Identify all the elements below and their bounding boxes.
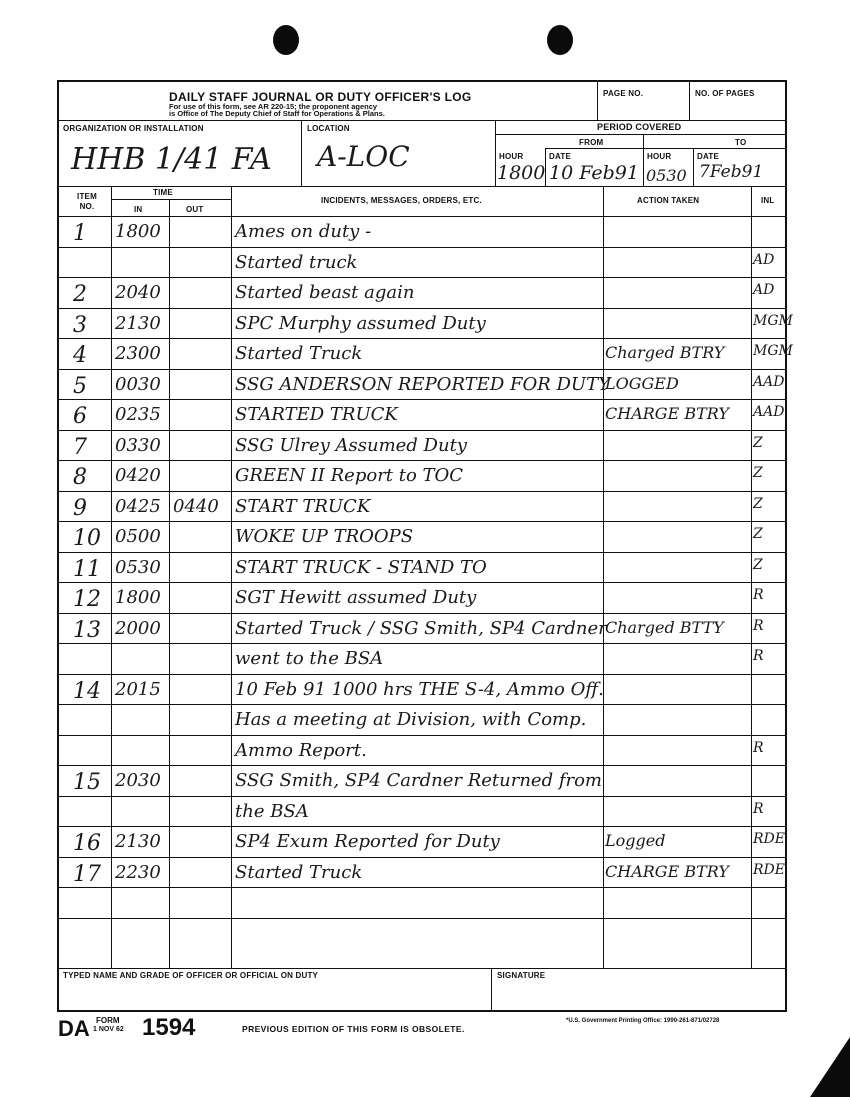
time-out-header: OUT — [186, 205, 204, 214]
time-in-header: IN — [134, 205, 143, 214]
punch-hole-left — [273, 25, 299, 55]
row-divider — [59, 704, 787, 705]
organization-label: ORGANIZATION OR INSTALLATION — [63, 124, 204, 133]
initials: MGM — [753, 343, 793, 359]
form-number: 1594 — [142, 1014, 196, 1041]
location-label: LOCATION — [307, 124, 350, 133]
item-number: 11 — [73, 556, 101, 582]
incident-text: SPC Murphy assumed Duty — [235, 312, 486, 334]
time-in: 0235 — [115, 404, 161, 425]
incident-text: SSG ANDERSON REPORTED FOR DUTY — [235, 373, 610, 395]
incident-text: SP4 Exum Reported for Duty — [235, 831, 500, 852]
item-number: 9 — [73, 495, 87, 521]
row-divider — [59, 460, 787, 461]
incident-text: Started beast again — [235, 282, 415, 303]
incident-text: START TRUCK - STAND TO — [235, 556, 487, 578]
time-in: 2040 — [115, 282, 161, 303]
item-no-header: ITEM NO. — [77, 192, 97, 211]
row-divider — [59, 491, 787, 492]
time-in: 0530 — [115, 556, 161, 578]
time-in: 2300 — [115, 343, 161, 364]
initials-header: INL — [761, 196, 775, 205]
incident-text: Ammo Report. — [235, 739, 367, 761]
initials: Z — [753, 556, 763, 573]
organization-value: HHB 1/41 FA — [71, 142, 272, 177]
row-divider — [59, 552, 787, 553]
item-number: 6 — [73, 404, 87, 429]
item-number: 7 — [73, 434, 87, 460]
action-header: ACTION TAKEN — [637, 196, 700, 205]
time-in: 0500 — [115, 526, 161, 547]
time-in: 2015 — [115, 678, 161, 700]
time-in: 2130 — [115, 831, 161, 852]
duty-log-form — [57, 80, 793, 1012]
incident-text: WOKE UP TROOPS — [235, 526, 414, 547]
initials: AD — [753, 251, 775, 268]
time-out: 0440 — [173, 495, 219, 517]
initials: AAD — [753, 373, 785, 390]
form-subtitle-1: For use of this form, see AR 220-15; the proponent agency — [169, 102, 378, 111]
initials: R — [753, 800, 764, 817]
row-divider — [59, 338, 787, 339]
item-number: 15 — [73, 770, 101, 795]
previous-edition-note: PREVIOUS EDITION OF THIS FORM IS OBSOLETE. — [242, 1024, 465, 1034]
row-divider — [59, 918, 787, 919]
to-label: TO — [735, 138, 747, 147]
initials: Z — [753, 434, 763, 451]
item-number: 5 — [73, 373, 87, 399]
from-date-label: DATE — [549, 152, 571, 161]
item-number: 1 — [73, 221, 87, 246]
incident-text: the BSA — [235, 800, 309, 822]
initials: AAD — [753, 404, 785, 420]
row-divider — [59, 369, 787, 370]
row-divider — [59, 887, 787, 888]
incident-text: Started truck — [235, 251, 358, 273]
initials: R — [753, 587, 764, 603]
incident-text: SSG Smith, SP4 Cardner Returned from — [235, 770, 602, 791]
incidents-header: INCIDENTS, MESSAGES, ORDERS, ETC. — [321, 196, 482, 205]
time-in: 0030 — [115, 373, 161, 395]
time-in: 0420 — [115, 465, 161, 486]
form-subtitle-2: is Office of The Deputy Chief of Staff for Operations & Plans. — [169, 109, 385, 118]
time-in: 0330 — [115, 434, 161, 456]
to-hour-label: HOUR — [647, 152, 672, 161]
incident-text: STARTED TRUCK — [235, 404, 398, 425]
location-value: A-LOC — [317, 140, 410, 173]
from-date-value: 10 Feb91 — [549, 162, 639, 184]
initials: AD — [753, 282, 775, 298]
item-number: 16 — [73, 831, 101, 856]
action-taken: CHARGE BTRY — [605, 861, 729, 881]
item-number: 2 — [73, 282, 87, 307]
item-number: 10 — [73, 526, 101, 551]
incident-text: SSG Ulrey Assumed Duty — [235, 434, 467, 456]
period-covered-label: PERIOD COVERED — [597, 122, 682, 132]
initials: RDE — [753, 861, 785, 878]
incident-text: SGT Hewitt assumed Duty — [235, 587, 477, 608]
incident-text: 10 Feb 91 1000 hrs THE S-4, Ammo Off. — [235, 678, 604, 700]
time-in: 2030 — [115, 770, 161, 791]
row-divider — [59, 399, 787, 400]
time-in: 2000 — [115, 617, 161, 639]
item-number: 13 — [73, 617, 101, 643]
incident-text: Ames on duty - — [235, 221, 372, 242]
item-number: 3 — [73, 312, 87, 338]
incident-text: went to the BSA — [235, 648, 384, 669]
item-number: 17 — [73, 861, 101, 887]
from-hour-value: 1800 — [497, 162, 546, 184]
row-divider — [59, 796, 787, 797]
item-number: 8 — [73, 465, 87, 490]
row-divider — [59, 613, 787, 614]
incident-text: Has a meeting at Division, with Comp. — [235, 709, 587, 730]
item-number: 4 — [73, 343, 87, 368]
time-in: 2230 — [115, 861, 161, 883]
incident-text: Started Truck — [235, 343, 363, 364]
initials: R — [753, 617, 764, 634]
initials: Z — [753, 526, 763, 542]
to-date-label: DATE — [697, 152, 719, 161]
form-word: FORM — [96, 1016, 120, 1025]
no-of-pages-label: NO. OF PAGES — [695, 89, 755, 98]
action-taken: Charged BTTY — [605, 617, 724, 637]
time-in: 1800 — [115, 587, 161, 608]
row-divider — [59, 674, 787, 675]
incident-text: START TRUCK — [235, 495, 371, 517]
from-hour-label: HOUR — [499, 152, 524, 161]
action-taken: LOGGED — [605, 373, 679, 393]
row-divider — [59, 430, 787, 431]
row-divider — [59, 247, 787, 248]
to-hour-value: 0530 — [646, 166, 687, 185]
row-divider — [59, 643, 787, 644]
time-in: 1800 — [115, 221, 161, 242]
from-label: FROM — [579, 138, 604, 147]
time-header: TIME — [153, 188, 173, 197]
action-taken: Logged — [605, 831, 666, 850]
typed-name-label: TYPED NAME AND GRADE OF OFFICER OR OFFICIAL ON DUTY — [63, 971, 319, 980]
form-date: 1 NOV 62 — [93, 1026, 124, 1033]
punch-hole-right — [547, 25, 573, 55]
form-title: DAILY STAFF JOURNAL OR DUTY OFFICER'S LOG — [169, 90, 472, 104]
scan-corner — [810, 1037, 850, 1097]
gpo-note: *U.S. Government Printing Office: 1990-261-871/02728 — [566, 1018, 720, 1024]
time-in: 2130 — [115, 312, 161, 334]
signature-label: SIGNATURE — [497, 971, 546, 980]
initials: RDE — [753, 831, 785, 847]
initials: Z — [753, 495, 763, 512]
initials: Z — [753, 465, 763, 481]
incident-text: Started Truck — [235, 861, 363, 883]
row-divider — [59, 277, 787, 278]
to-date-value: 7Feb91 — [699, 162, 764, 182]
incident-text: GREEN II Report to TOC — [235, 465, 464, 486]
row-divider — [59, 735, 787, 736]
item-number: 12 — [73, 587, 101, 612]
page-no-label: PAGE NO. — [603, 89, 644, 98]
row-divider — [59, 582, 787, 583]
initials: MGM — [753, 312, 793, 329]
incident-text: Started Truck / SSG Smith, SP4 Cardner — [235, 617, 607, 639]
row-divider — [59, 857, 787, 858]
row-divider — [59, 308, 787, 309]
action-taken: CHARGE BTRY — [605, 404, 729, 423]
form-da: DA — [58, 1016, 90, 1041]
initials: R — [753, 648, 764, 664]
action-taken: Charged BTRY — [605, 343, 725, 362]
row-divider — [59, 521, 787, 522]
item-number: 14 — [73, 678, 101, 704]
row-divider — [59, 765, 787, 766]
time-in: 0425 — [115, 495, 161, 517]
row-divider — [59, 826, 787, 827]
initials: R — [753, 739, 764, 756]
